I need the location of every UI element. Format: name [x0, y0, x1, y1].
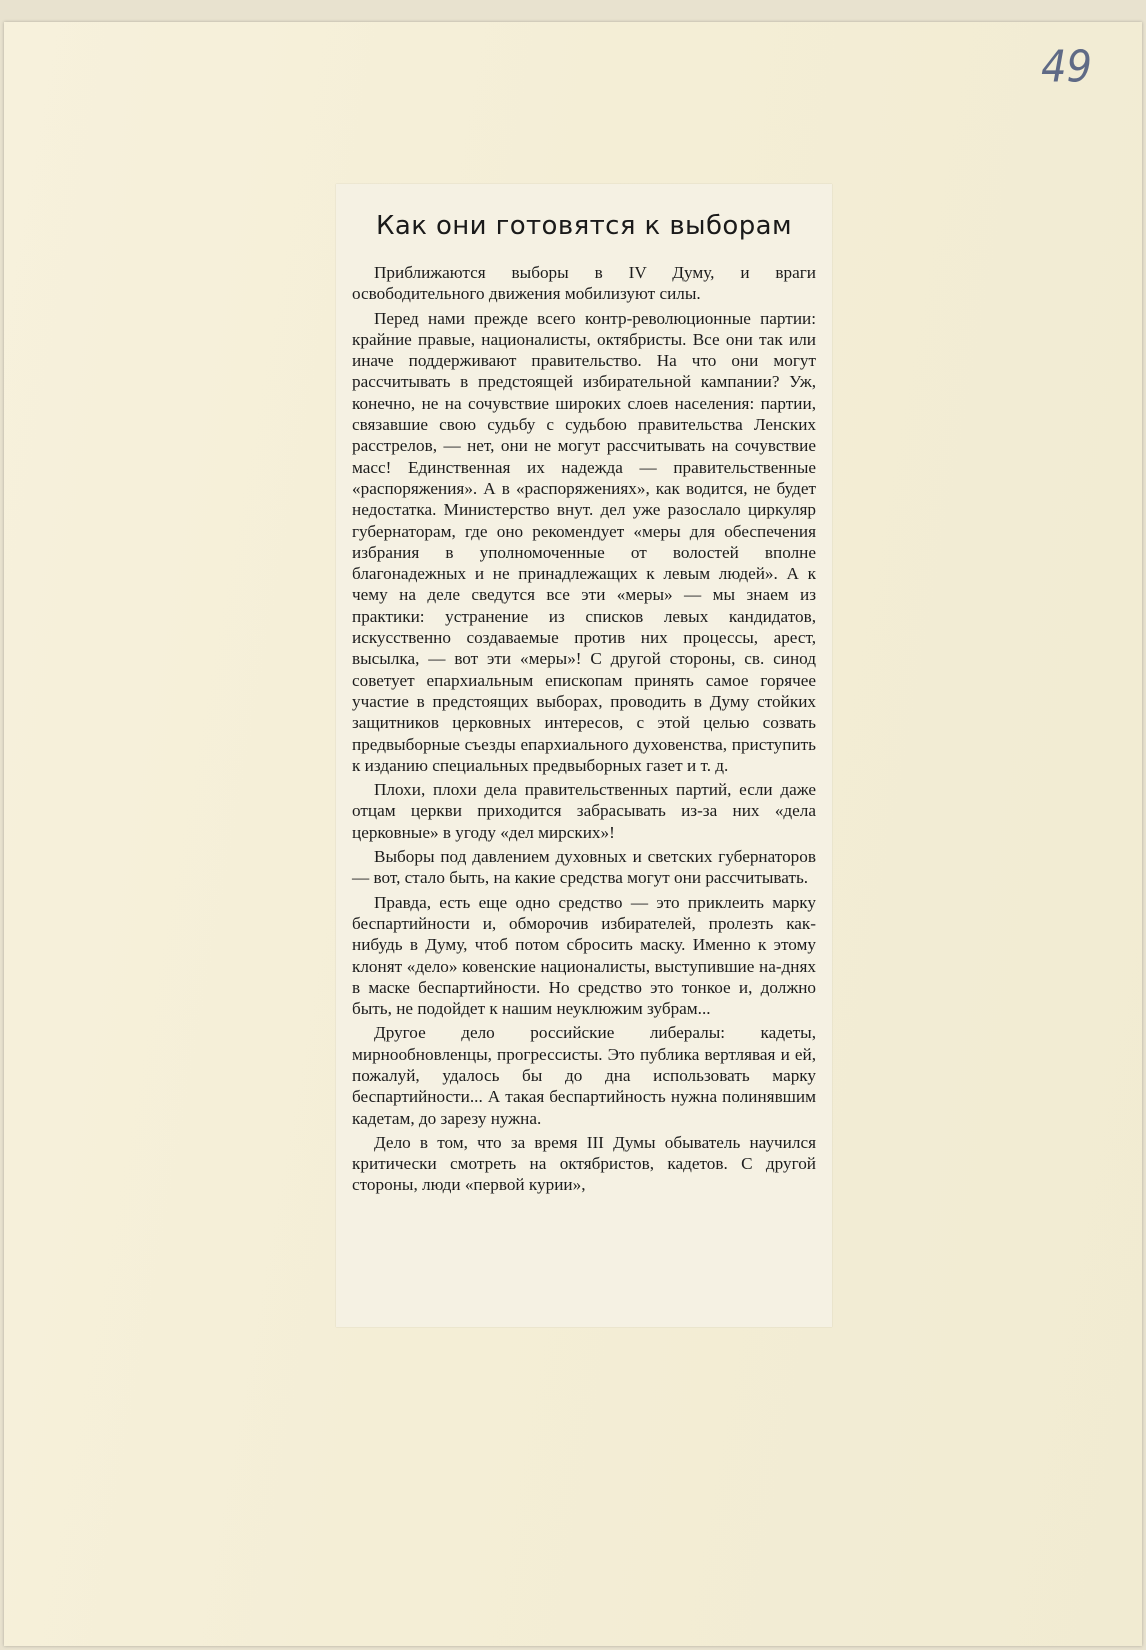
article-paragraph: Дело в том, что за время III Думы обыватель научился критически смотреть на октябристов, кадетов. С другой стороны, люди «первой курии»,	[352, 1132, 816, 1195]
newspaper-clipping	[336, 184, 832, 1327]
article-paragraph: Выборы под давлением духовных и светских губернаторов — вот, стало быть, на какие средства могут они рассчитывать.	[352, 847, 816, 888]
article-paragraph: Правда, есть еще одно средство — это приклеить марку беспартийности и, обморочив избирателей, пролезть как-нибудь в Думу, чтоб потом сбросить маску. Именно к этому клонят «дело» ковенские националисты, выступившие на-днях в маске беспартийности. Но средство это тонкое и, должно быть, не подойдет к нашим неуклюжим зубрам...	[352, 892, 816, 1019]
article-paragraph: Плохи, плохи дела правительственных партий, если даже отцам церкви приходится забрасывать из-за них «дела церковные» в угоду «дел мирских»!	[352, 780, 816, 842]
article-title: Как они готовятся к выборам	[376, 211, 792, 241]
article-paragraph: Перед нами прежде всего контр-революционные партии: крайние правые, националисты, октябристы. Все они так или иначе поддерживают правительство. На что они могут рассчитывать в предстоящей избирательной кампании? Уж, конечно, не на сочувствие широких слоев населения: партии, связавшие свою судьбу с судьбою правительства Ленских расстрелов, — нет, они не могут рассчитывать на сочувствие масс! Единственная их надежда — правительственные «распоряжения». А в «распоряжениях», как водится, не будет недостатка. Министерство внут. дел уже разослало циркуляр губернаторам, где оно рекомендует «меры для обеспечения избрания в уполномоченные от волостей вполне благонадежных и не принадлежащих к левым людей». А к чему на деле сведутся все эти «меры» — мы знаем из практики: устранение из списков левых кандидатов, искусственно создаваемые против них процессы, арест, высылка, — вот эти «меры»! С другой стороны, св. синод советует епархиальным епископам принять самое горячее участие в предстоящих выборах, проводить в Думу стойких защитников церковных интересов, с этой целью созвать предвыборные съезды епархиального духовенства, приступить к изданию специальных предвыборных газет и т. д.	[352, 308, 816, 775]
article-paragraph: Другое дело российские либералы: кадеты, мирнообновленцы, прогрессисты. Это публика вертлявая и ей, пожалуй, удалось бы до дна использовать марку беспартийности... А такая беспартийность нужна полинявшим кадетам, до зарезу нужна.	[352, 1023, 816, 1128]
page-number: 49	[1041, 41, 1092, 93]
archive-sheet	[4, 22, 1142, 1646]
article-body	[352, 262, 816, 1196]
article-paragraph: Приближаются выборы в IV Думу, и враги освободительного движения мобилизуют силы.	[352, 263, 816, 304]
